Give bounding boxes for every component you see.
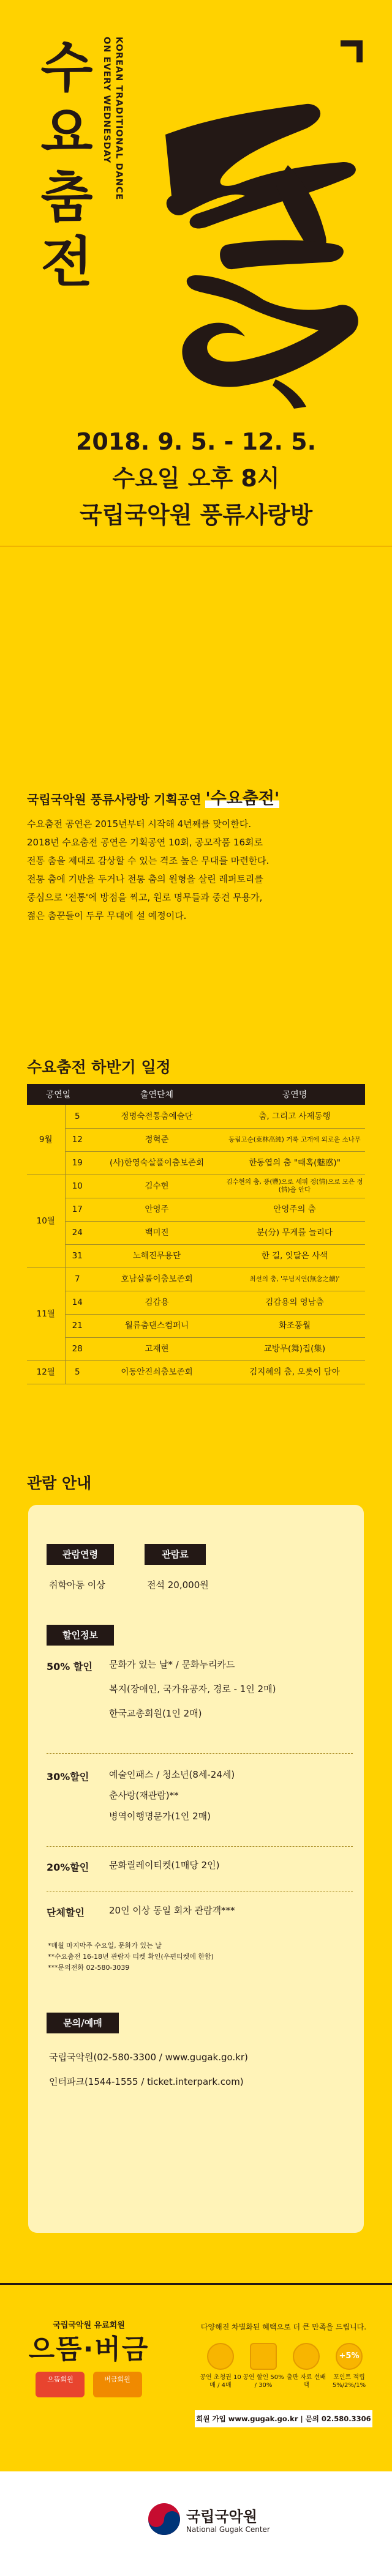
table-row <box>27 1105 365 1128</box>
main-title <box>33 35 100 295</box>
group-cell: 백미진 <box>89 1221 224 1244</box>
show-cell: 교방무(舞)집(集) <box>224 1337 365 1360</box>
day-cell: 21 <box>65 1314 89 1337</box>
fee-label: 관람료 <box>145 1544 206 1565</box>
intro-line: 2018년 수요춤전 공연은 기획공연 10회, 공모작품 16회로 <box>27 837 263 848</box>
table-row <box>27 1291 365 1314</box>
show-cell: 김갑용의 영남춤 <box>224 1291 365 1314</box>
benefit-text: 포인트 적립 5%/2%/1% <box>332 2374 366 2389</box>
table-row <box>27 1198 365 1221</box>
membership-caption: 국립국악원 유료회원 <box>53 2321 125 2330</box>
table-row <box>27 1244 365 1268</box>
corner-bracket-icon <box>338 38 365 65</box>
benefit-item <box>285 2343 327 2389</box>
dashed-divider <box>47 1846 353 1847</box>
table-row <box>27 1128 365 1151</box>
show-cell: 김수현의 춤, 풍(豐)으로 세워 정(情)으로 모은 정(情)을 안다 <box>224 1175 365 1198</box>
group-cell: 월류춤댄스컴퍼니 <box>89 1314 224 1337</box>
intro-line: 전통 춤을 제대로 감상할 수 있는 격조 높은 무대를 마련한다. <box>27 855 270 866</box>
premium-member-badge: 으뜸회원 <box>36 2372 85 2397</box>
day-cell: 5 <box>65 1105 89 1128</box>
table-row <box>27 1175 365 1198</box>
show-cell: 김지혜의 춤, 오롯이 담아 <box>224 1360 365 1384</box>
discount-line: 한국교총회원(1인 2매) <box>109 1708 202 1719</box>
group-cell: 고재현 <box>89 1337 224 1360</box>
header-date: 공연일 <box>27 1084 89 1105</box>
cd-icon <box>293 2343 320 2370</box>
show-cell: 화조풍월 <box>224 1314 365 1337</box>
table-header-row <box>27 1084 365 1105</box>
table-row <box>27 1360 365 1384</box>
group-cell: 노해진무용단 <box>89 1244 224 1268</box>
day-cell: 12 <box>65 1128 89 1151</box>
benefit-text: 출판 자료 선배액 <box>286 2374 326 2389</box>
day-cell: 24 <box>65 1221 89 1244</box>
section-divider <box>0 546 392 547</box>
month-cell: 12월 <box>27 1360 65 1384</box>
discount-line: 병역이행명문가(1인 2매) <box>109 1811 211 1822</box>
schedule-title: 수요춤전 하반기 일정 <box>27 1058 171 1076</box>
age-value: 취학아동 이상 <box>49 1579 105 1591</box>
group-cell: 안영주 <box>89 1198 224 1221</box>
fee-value: 전석 20,000원 <box>147 1579 209 1591</box>
header-show: 공연명 <box>224 1084 365 1105</box>
day-cell: 17 <box>65 1198 89 1221</box>
discount-line: 예술인패스 / 청소년(8세-24세) <box>109 1769 235 1780</box>
table-row <box>27 1337 365 1360</box>
age-label: 관람연령 <box>47 1544 114 1565</box>
footer-divider <box>0 2283 392 2285</box>
header-group: 출연단체 <box>89 1084 224 1105</box>
day-cell: 28 <box>65 1337 89 1360</box>
table-row <box>27 1268 365 1291</box>
day-cell: 31 <box>65 1244 89 1268</box>
event-info <box>0 423 392 533</box>
discount-rate: 30%할인 <box>47 1771 89 1783</box>
intro-paragraph <box>27 815 370 925</box>
inquiry-line[interactable]: 국립국악원(02-580-3300 / www.gugak.go.kr) <box>49 2052 248 2063</box>
group-cell: 정혁준 <box>89 1128 224 1151</box>
inquiry-label: 문의/예매 <box>47 2013 119 2033</box>
dashed-divider <box>47 1891 353 1892</box>
table-row <box>27 1151 365 1175</box>
benefit-item <box>200 2343 241 2389</box>
standard-member-badge: 버금회원 <box>93 2372 142 2397</box>
discount-detail <box>109 1657 354 1721</box>
day-cell: 19 <box>65 1151 89 1175</box>
membership-logo: 으뜸·버금 <box>28 2334 149 2365</box>
note-line: **수요춤전 16-18년 관람자 티켓 확인(우편티켓에 한함) <box>48 1953 214 1961</box>
show-cell: 한 길, 잇달은 사색 <box>224 1244 365 1268</box>
membership-promo <box>24 2318 153 2397</box>
table-row <box>27 1221 365 1244</box>
intro-title <box>27 785 370 809</box>
plus5-icon: +5% <box>336 2343 363 2370</box>
group-cell: 정명숙전통춤예술단 <box>89 1105 224 1128</box>
show-cell: 최선의 춤, '무념지연(無念之續)' <box>224 1268 365 1291</box>
show-cell: 분(分) 무게를 늘리다 <box>224 1221 365 1244</box>
org-name: 국립국악원 <box>186 2508 257 2525</box>
benefit-item <box>328 2343 370 2389</box>
group-cell: 김수현 <box>89 1175 224 1198</box>
org-name-en: National Gugak Center <box>186 2525 270 2534</box>
taegeuk-logo-icon <box>147 2502 181 2536</box>
day-cell: 10 <box>65 1175 89 1198</box>
discount-rate: 단체할인 <box>47 1907 85 1918</box>
show-cell: 동림고순(東林高純) 거룩 고개에 외로운 소나무 <box>224 1128 365 1151</box>
inquiry-info <box>49 2049 355 2090</box>
intro-title-prefix: 국립국악원 풍류사랑방 기획공연 <box>27 792 202 807</box>
discount-line: 춘사랑(재관람)** <box>109 1790 179 1801</box>
show-cell: 춤, 그리고 사제동행 <box>224 1105 365 1128</box>
intro-line: 수요춤전 공연은 2015년부터 시작해 4년째를 맞이한다. <box>27 818 252 830</box>
discount-rate: 20%할인 <box>47 1861 89 1873</box>
discount-notes <box>48 1940 354 1973</box>
month-cell: 10월 <box>27 1175 65 1268</box>
month-cell: 9월 <box>27 1105 65 1175</box>
intro-line: 중심으로 '전통'에 방점을 찍고, 원로 명무들과 중견 무용가, <box>27 892 263 903</box>
day-cell: 5 <box>65 1360 89 1384</box>
show-cell: 한동엽의 춤 "때혹(魅惑)" <box>224 1151 365 1175</box>
note-line: *매월 마지막주 수요일, 문화가 있는 날 <box>48 1942 162 1950</box>
benefit-text: 공연 초청권 10매 / 4매 <box>200 2374 241 2389</box>
day-cell: 7 <box>65 1268 89 1291</box>
benefit-text: 공연 할인 50% / 30% <box>243 2374 284 2389</box>
inquiry-line[interactable]: 인터파크(1544-1555 / ticket.interpark.com) <box>49 2076 244 2087</box>
coin-icon <box>207 2343 234 2370</box>
membership-info-bar[interactable]: 회원 가입 www.gugak.go.kr | 문의 02.580.3306 <box>195 2410 372 2427</box>
event-venue: 국립국악원 풍류사랑방 <box>79 502 313 529</box>
group-cell: (사)한영숙살풀이춤보존회 <box>89 1151 224 1175</box>
month-cell: 11월 <box>27 1268 65 1360</box>
discount-line: 복지(장애인, 국가유공자, 경로 - 1인 2매) <box>109 1683 276 1694</box>
event-time: 수요일 오후 8시 <box>112 465 280 492</box>
intro-line: 전통 춤에 기반을 두거나 전통 춤의 원형을 살린 레퍼토리를 <box>27 874 263 885</box>
discount-line: 20인 이상 동일 회차 관람객*** <box>109 1905 235 1916</box>
title-line-1: 수요 <box>40 36 93 164</box>
discount-detail <box>109 1767 354 1824</box>
title-line-2: 춤전 <box>40 166 93 294</box>
discount-line: 문화가 있는 날* / 문화누리카드 <box>109 1659 235 1670</box>
event-date: 2018. 9. 5. - 12. 5. <box>75 428 317 455</box>
benefit-heading: 다양해진 차별화된 혜택으로 더 큰 만족을 드립니다. <box>200 2323 367 2331</box>
note-line: ***문의전화 02-580-3039 <box>48 1964 130 1972</box>
discount-rate: 50% 할인 <box>47 1661 92 1672</box>
intro-title-highlight: '수요춤전' <box>205 789 280 808</box>
group-cell: 이동안진쇠춤보존회 <box>89 1360 224 1384</box>
calligraphy-chum <box>123 92 380 410</box>
group-cell: 호남살풀이춤보존회 <box>89 1268 224 1291</box>
schedule-table <box>27 1084 365 1384</box>
show-cell: 안영주의 춤 <box>224 1198 365 1221</box>
intro-line: 젊은 춤꾼들이 두루 무대에 설 예정이다. <box>27 910 187 921</box>
viewing-title: 관람 안내 <box>27 1474 92 1492</box>
ticket-icon <box>250 2343 277 2370</box>
group-cell: 김갑용 <box>89 1291 224 1314</box>
day-cell: 14 <box>65 1291 89 1314</box>
discount-line: 문화릴레이티켓(1매당 2인) <box>109 1860 220 1871</box>
discount-label: 할인정보 <box>47 1625 114 1646</box>
subtitle-line-2: ON EVERY WEDNESDAY <box>102 37 111 164</box>
benefit-item <box>243 2343 284 2389</box>
dashed-divider <box>47 1753 353 1754</box>
subtitle-line-1: KOREAN TRADITIONAL DANCE <box>114 37 124 201</box>
table-row <box>27 1314 365 1337</box>
